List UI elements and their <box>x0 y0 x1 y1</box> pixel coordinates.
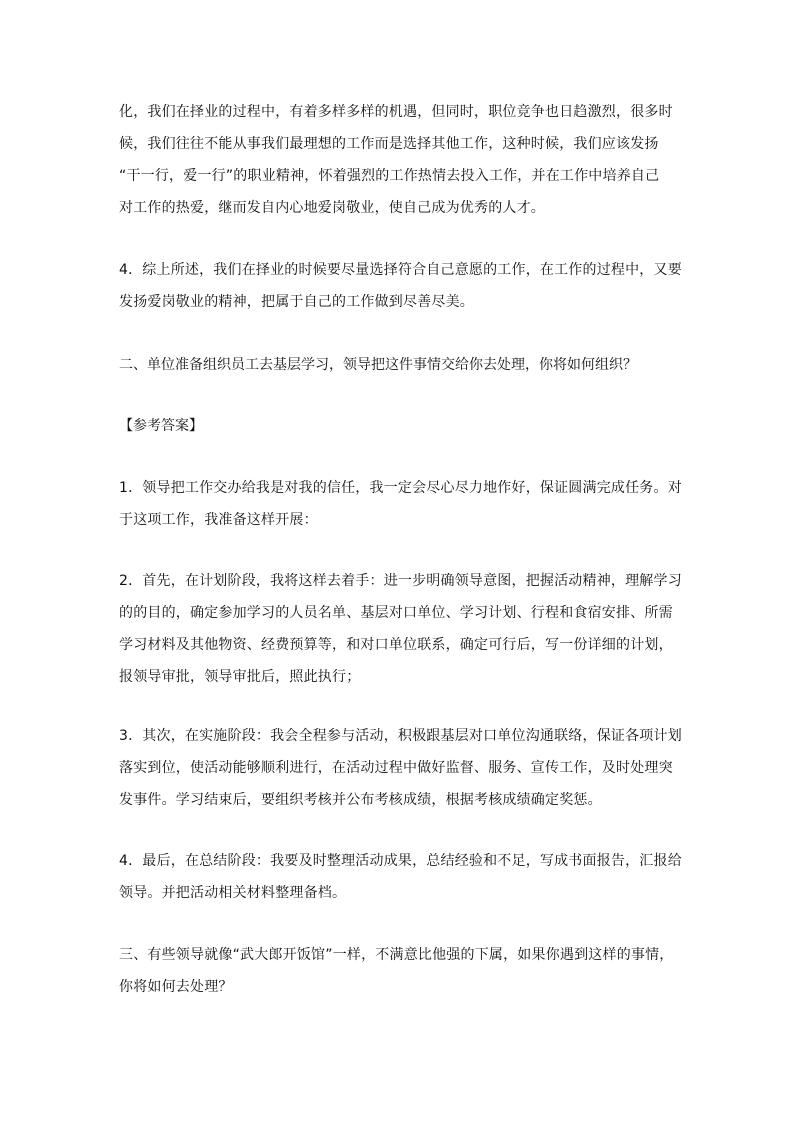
text-line: 候，我们往往不能从事我们最理想的工作而是选择其他工作，这种时候，我们应该发扬 <box>119 136 659 152</box>
question-heading-2: 二、单位准备组织员工去基层学习，领导把这件事情交给你去处理，你将如何组织？ <box>119 357 637 373</box>
text-line: 对工作的热爱，继而发自内心地爱岗敬业，使自己成为优秀的人才。 <box>119 200 545 216</box>
text-line: 4．综上所述，我们在择业的时候要尽量选择符合自己意愿的工作，在工作的过程中，又要 <box>119 262 682 278</box>
text-line: 4．最后，在总结阶段：我要及时整理活动成果，总结经验和不足，写成书面报告，汇报给 <box>119 853 682 869</box>
answer-point-4 <box>119 845 682 909</box>
text-line: 落实到位，使活动能够顺利进行，在活动过程中做好监督、服务、宣传工作，及时处理突 <box>119 760 673 776</box>
reference-answer-label: 【参考答案】 <box>119 418 203 434</box>
text-line: 你将如何去处理？ <box>119 979 233 995</box>
answer-point-1 <box>119 472 682 536</box>
text-line: 报领导审批，领导审批后，照此执行； <box>119 669 361 685</box>
paragraph-summary-point-4 <box>119 254 682 318</box>
text-line: 于这项工作，我准备这样开展： <box>119 512 318 528</box>
text-line: 的的目的，确定参加学习的人员名单、基层对口单位、学习计划、行程和食宿安排、所需 <box>119 605 673 621</box>
text-line: 领导。并把活动相关材料整理备档。 <box>119 885 347 901</box>
text-line: 2．首先，在计划阶段，我将这样去着手：进一步明确领导意图，把握活动精神，理解学习 <box>119 573 682 589</box>
text-line: 化，我们在择业的过程中，有着多样多样的机遇，但同时，职位竞争也日趋激烈，很多时 <box>119 104 673 120</box>
text-line: 学习材料及其他物资、经费预算等，和对口单位联系，确定可行后，写一份详细的计划， <box>119 637 673 653</box>
text-line: 3．其次，在实施阶段：我会全程参与活动，积极跟基层对口单位沟通联络，保证各项计划 <box>119 728 682 744</box>
text-line: 1．领导把工作交办给我是对我的信任，我一定会尽心尽力地作好，保证圆满完成任务。对 <box>119 480 682 496</box>
paragraph-career-choice <box>119 96 679 224</box>
text-line: 发事件。学习结束后，要组织考核并公布考核成绩，根据考核成绩确定奖惩。 <box>119 792 602 808</box>
text-line: “干一行，爱一行”的职业精神，怀着强烈的工作热情去投入工作，并在工作中培养自己 <box>119 168 660 184</box>
text-line: 三、有些领导就像“武大郎开饭馆”一样，不满意比他强的下属，如果你遇到这样的事情， <box>119 947 674 963</box>
answer-point-3 <box>119 720 682 816</box>
question-heading-3 <box>119 939 679 1003</box>
answer-point-2 <box>119 565 682 693</box>
text-line: 发扬爱岗敬业的精神，把属于自己的工作做到尽善尽美。 <box>119 294 474 310</box>
